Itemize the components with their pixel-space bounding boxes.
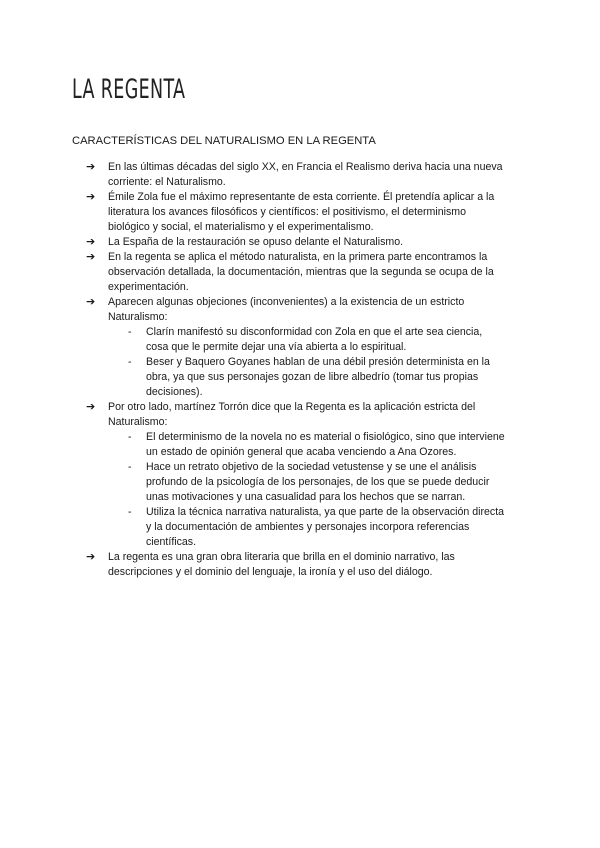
sub-list-item-text: Utiliza la técnica narrativa naturalista, ya que parte de la observación directa y la documentación de ambientes y personajes incorpora referencias científicas.: [146, 506, 505, 548]
sub-list-item-text: Hace un retrato objetivo de la sociedad vetustense y se une el análisis profundo de la psicología de los personajes, de los que se puede deducir unas motivaciones y una casualidad para los hechos que se narran.: [146, 461, 490, 503]
arrow-icon: ➔: [86, 296, 96, 308]
sub-list-item-text: Beser y Baquero Goyanes hablan de una débil presión determinista en la obra, ya que sus personajes gozan de libre albedrío (tomar tus propias decisiones).: [146, 356, 490, 398]
arrow-icon: ➔: [86, 191, 96, 203]
list-item: [86, 400, 506, 550]
list-item-text: Émile Zola fue el máximo representante de esta corriente. Él pretendía aplicar a la literatura los avances filosóficos y científicos: el positivismo, el determinismo biológico y social, el materialismo y el experimentalismo.: [108, 191, 495, 233]
dash-icon: -: [128, 461, 132, 473]
dash-icon: -: [128, 356, 132, 368]
dash-icon: -: [128, 506, 132, 518]
sub-list-item-text: El determinismo de la novela no es material o fisiológico, sino que interviene un estado de opinión general que acaba venciendo a Ana Ozores.: [146, 431, 505, 458]
sub-list-item: [108, 325, 506, 355]
arrow-icon: ➔: [86, 236, 96, 248]
list-item: [86, 550, 506, 580]
list-item: [86, 295, 506, 400]
list-item-text: Por otro lado, martínez Torrón dice que la Regenta es la aplicación estricta del Naturalismo:: [108, 401, 476, 428]
arrow-icon: ➔: [86, 161, 96, 173]
section-subtitle: CARACTERÍSTICAS DEL NATURALISMO EN LA REGENTA: [72, 135, 376, 147]
arrow-icon: ➔: [86, 551, 96, 563]
list-item-text: La España de la restauración se opuso delante el Naturalismo.: [108, 236, 404, 248]
sub-list-item: [108, 460, 506, 505]
dash-icon: -: [128, 431, 132, 443]
sub-list-item: [108, 430, 506, 460]
list-item-text: En la regenta se aplica el método naturalista, en la primera parte encontramos la observación detallada, la documentación, mientras que la segunda se ocupa de la experimentación.: [108, 251, 494, 293]
dash-icon: -: [128, 326, 132, 338]
list-item-text: Aparecen algunas objeciones (inconvenientes) a la existencia de un estricto Naturalismo:: [108, 296, 465, 323]
arrow-icon: ➔: [86, 251, 96, 263]
sub-list-item-text: Clarín manifestó su disconformidad con Zola en que el arte sea ciencia, cosa que le permite dejar una vía abierta a lo espiritual.: [146, 326, 483, 353]
page-title: LA REGENTA: [72, 74, 186, 105]
list-item: [86, 190, 506, 235]
sub-list-item: [108, 505, 506, 550]
list-item-text: En las últimas décadas del siglo XX, en Francia el Realismo deriva hacia una nueva corriente: el Naturalismo.: [108, 161, 503, 188]
list-item-text: La regenta es una gran obra literaria que brilla en el dominio narrativo, las descripciones y el dominio del lenguaje, la ironía y el uso del diálogo.: [108, 551, 455, 578]
sub-list-item: [108, 355, 506, 400]
list-item: [86, 160, 506, 190]
list-item: [86, 235, 506, 250]
list-item: [86, 250, 506, 295]
arrow-icon: ➔: [86, 401, 96, 413]
sub-list: [108, 325, 506, 400]
bullet-list: [86, 160, 506, 580]
sub-list: [108, 430, 506, 550]
